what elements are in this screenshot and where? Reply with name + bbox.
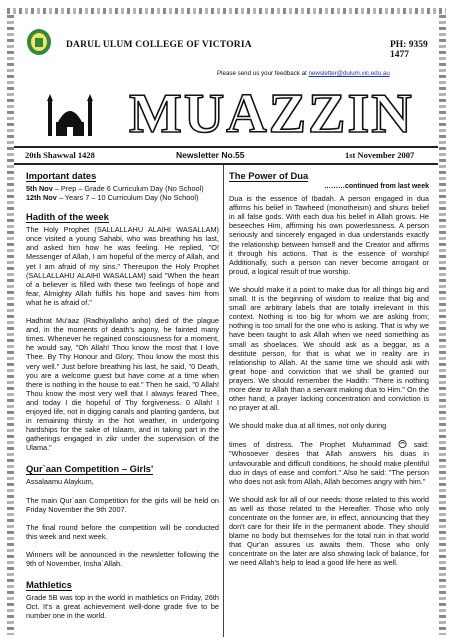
column-divider [223,165,224,637]
hadith-paragraph: The Holy Prophet (SALLALLAHU ALAIHI WASALLAM) once visited a young Sahabi, who was breathing his last, and asked him how he was feeling. He replied, "O! Messenger of Allah, I am hopeful of the mercy of Allah, and yet I am afraid of my sins." Thereupon the Holy Prophet (SALLALLAHU ALAIHI WASALLAM) said "When the heart of a believer is filled with these two feelings of hope and fear, Almighty Allah fulfils his hope and saves him from what he is afraid of." [26,225,219,307]
date-label: 5th Nov [26,184,53,193]
date-text: – Years 7 – 10 Curriculum Day (No School) [56,193,199,203]
dua-paragraph: We should ask for all of our needs: those related to this world as well as those related to the Hereafter. Those who only concentrate on the former are, in effect, announcing that they don't care for their life in the permanent abode. They should blame no body but themselves for the total ruin in that world that Qur'an assures us awaits them. Those who only concentrate on the later are also showing lack of balance, for we need Allah's help to lead a good life here as well. [229,494,429,568]
dua-paragraph: We should make dua at all times, not only during [229,421,387,431]
left-column [26,168,219,629]
dua-paragraph [229,439,429,485]
date-label: 12th Nov [26,193,57,203]
quran-paragraph: Assalaamu Alaykum, [26,477,94,487]
right-column [229,168,429,577]
hadith-paragraph: Hadhrat Mu'aaz (Radhiyallaho anho) died of the plague and, in the moments of death's agony, he fainted many times. Whenever he regained consciousness for a moment, he would say, "Oh Allah! Thou know the most that I love Thee. By Thy Honour and Glory, Thou know the most this very well." Just before breathing his last, he said, "0 Death, you are a welcome guest but have come at a time when there is nothing in the house to eat." Then he said, "0 Allah! Thou know the most very well that I always feared Thee, and today I die hopeful of Thy forgiveness. 0 Allah! I enjoyed life, not in digging canals and planting gardens, but in remaining thirsty in the hot weather, in undergoing hardships for the sake of Islaam, and in taking part in the gatherings engaged in zikr under the supervision of the Ulama." [26,316,219,453]
dua-heading: The Power of Dua [229,170,309,181]
date-item [26,184,219,193]
college-logo-icon [26,28,52,56]
feedback-text: Please send us your feedback at [217,70,309,77]
dua-text: times of distress. The Prophet Muhammad [229,440,398,450]
quran-paragraph: Winners will be announced in the newsletter following the 9th of November, Insha`Allah. [26,549,219,568]
quran-paragraph: The main Qur`aan Competition for the girls will be held on Friday November the 9th 2007. [26,495,219,514]
mosque-icon [44,92,96,138]
divider [14,146,438,148]
newsletter-number: Newsletter No.55 [176,150,245,160]
gregorian-date: 1st November 2007 [345,150,415,160]
feedback-email-link[interactable]: newsletter@dulum.vic.edu.au [308,70,390,77]
hadith-heading: Hadith of the week [26,211,109,223]
dua-paragraph: We should make it a point to make dua for all things big and small. It is the beginning of wisdom to realize that big and small are arbitrary labels that are totally irrelevant in this context. Nothing is too big for whom we are asking from; nothing is too small for the one who is asking. That is why we have been taught to ask Allah when we need something as small as shoelaces. We should ask as a beggar, as a destitute person, for that is what we in reality are in relationship to Allah. At the same time we should ask with great hope and conviction that we shall be granted our prayers. We should remember the Hadith: "There is nothing more dear to Allah than a servant making dua to Him." On the other hand, a prayer lacking concentration and conviction is no prayer at all. [229,284,429,413]
newsletter-masthead: MUAZZIN [129,83,414,145]
mathletics-heading: Mathletics [26,579,72,591]
decorative-border-left [7,15,14,635]
salutation-icon [398,439,407,448]
quran-competition-heading: Qur`aan Competition – Girls' [26,463,154,475]
dua-text: said: "Whosoever desires that Allah answers his duas in unfavourable and difficult conditions, he should make plentiful duo in days of ease and comfort." Also he said: "The person who does not ask from Allah, Allah becomes angry with him." [229,440,429,486]
quran-paragraph: The final round before the competition will be conducted this week and next week. [26,522,219,541]
college-name: DARUL ULUM COLLEGE OF VICTORIA [66,40,252,50]
feedback-note [217,70,390,77]
college-phone: PH: 9359 1477 [390,40,428,60]
continued-note: ………continued from last week [323,183,429,190]
masthead-header [14,14,438,145]
hijri-date: 20th Shawwal 1428 [25,150,95,160]
date-item [26,193,219,202]
date-text: – Prep – Grade 6 Curriculum Day (No School) [52,184,204,193]
mathletics-paragraph: Grade 5B was top in the world in mathletics on Friday, 26th Oct. It's a great achievement well-done grade five to be number one in the world. [26,593,219,621]
divider [14,163,438,165]
decorative-border-right [439,15,446,635]
dua-paragraph: Dua is the essence of Ibadah. A person engaged in dua affirms his belief in Tawheed (monotheism) and shuns belief in all false gods. With each dua his belief in Allah grows. He beseeches Him, affirming his own powerlessness. A person seriously and sincerely engaged in dua understands exactly the relationship between himself and the Creator and affirms it through his actions. That is the essence of worship! Additionally, such a person can never become arrogant or proud, a logical result of true worship. [229,194,429,276]
important-dates-heading: Important dates [26,170,97,181]
important-dates-list [26,184,219,202]
